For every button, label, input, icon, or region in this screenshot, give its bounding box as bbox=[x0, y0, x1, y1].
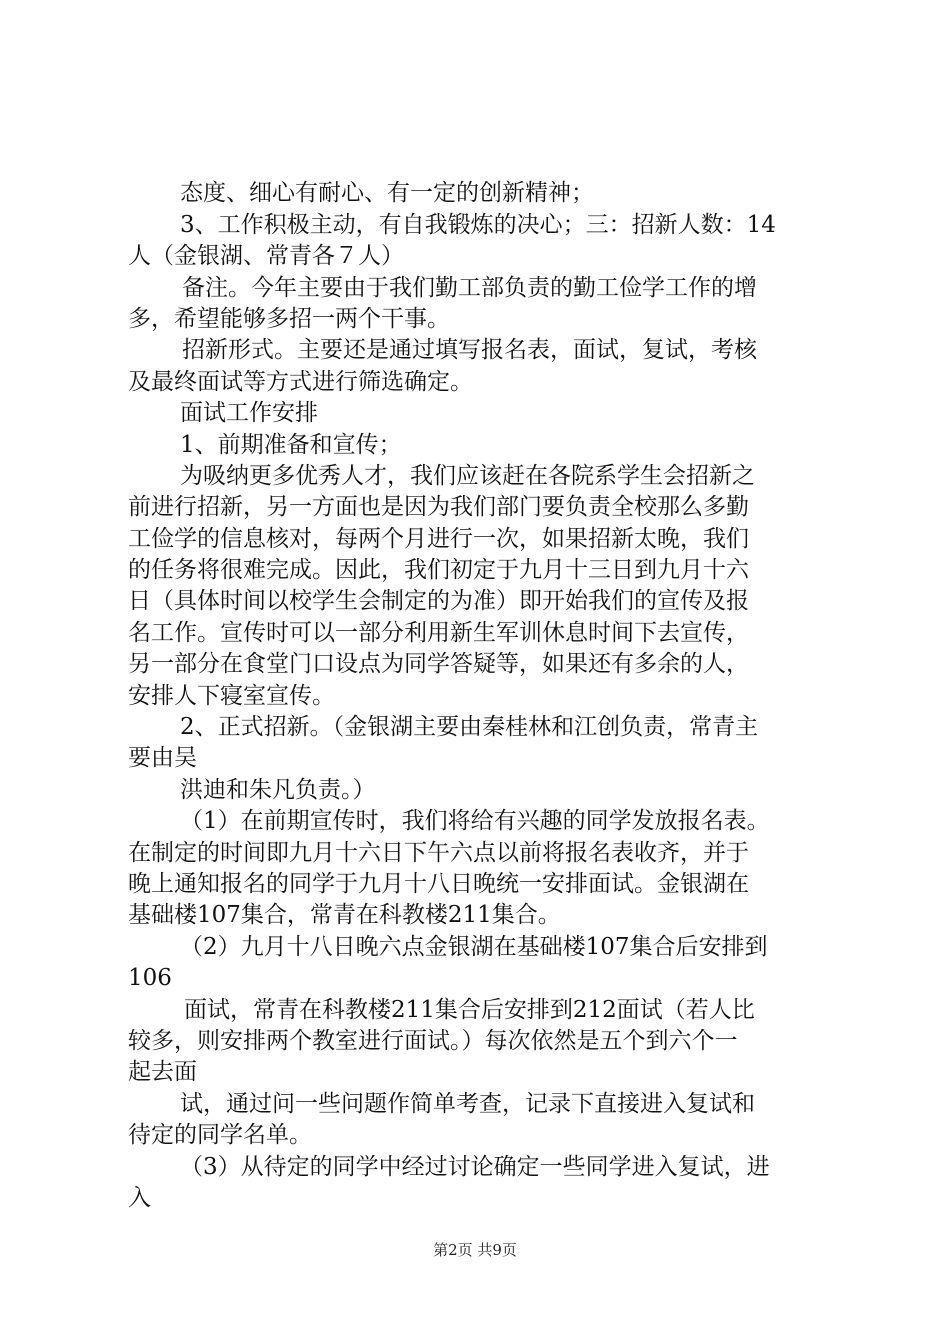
text-line: 较多，则安排两个教室进行面试。）每次依然是五个到六个一 bbox=[128, 1028, 738, 1054]
text-line: 2、正式招新。（金银湖主要由秦桂林和江创负责，常青主 bbox=[180, 714, 759, 740]
text-line: 的任务将很难完成。因此，我们初定于九月十三日到九月十六 bbox=[128, 557, 749, 583]
text-line: 入 bbox=[128, 1185, 151, 1211]
text-line: 要由吴 bbox=[128, 745, 197, 771]
text-line: （3）从待定的同学中经过讨论确定一些同学进入复试，进 bbox=[180, 1154, 770, 1180]
text-line: 多，希望能够多招一两个干事。 bbox=[128, 306, 450, 332]
text-line: 为吸纳更多优秀人才，我们应该赶在各院系学生会招新之 bbox=[180, 463, 755, 489]
text-line: 1、前期准备和宣传； bbox=[180, 432, 402, 458]
text-line: 工俭学的信息核对，每两个月进行一次，如果招新太晚，我们 bbox=[128, 526, 749, 552]
text-line: 名工作。宣传时可以一部分利用新生军训休息时间下去宣传， bbox=[128, 620, 749, 646]
text-line: 试，通过问一些问题作简单考查，记录下直接进入复试和 bbox=[180, 1091, 755, 1117]
text-line: 安排人下寝室宣传。 bbox=[128, 683, 335, 709]
text-line: 另一部分在食堂门口设点为同学答疑等，如果还有多余的人， bbox=[128, 651, 749, 677]
text-line: （2）九月十八日晚六点金银湖在基础楼107集合后安排到 bbox=[180, 934, 768, 960]
section-heading: 面试工作安排 bbox=[180, 400, 318, 426]
text-line: 及最终面试等方式进行筛选确定。 bbox=[128, 369, 473, 395]
text-line: （1）在前期宣传时，我们将给有兴趣的同学发放报名表。 bbox=[180, 808, 770, 834]
text-line: 基础楼107集合，常青在科教楼211集合。 bbox=[128, 902, 561, 928]
text-line: 人（金银湖、常青各７人） bbox=[128, 243, 404, 269]
text-line: 备注。今年主要由于我们勤工部负责的勤工俭学工作的增 bbox=[182, 275, 757, 301]
text-line: 待定的同学名单。 bbox=[128, 1122, 312, 1148]
text-line: 晚上通知报名的同学于九月十八日晚统一安排面试。金银湖在 bbox=[128, 871, 749, 897]
text-line: 3、工作积极主动，有自我锻炼的决心；三：招新人数：14 bbox=[180, 212, 776, 238]
text-line: 106 bbox=[128, 965, 172, 991]
page-number-footer: 第2页 共9页 bbox=[433, 1241, 517, 1259]
text-line: 洪迪和朱凡负责。） bbox=[180, 777, 376, 803]
text-line: 起去面 bbox=[128, 1059, 197, 1085]
text-line: 态度、细心有耐心、有一定的创新精神； bbox=[180, 180, 594, 206]
text-line: 在制定的时间即九月十六日下午六点以前将报名表收齐，并于 bbox=[128, 840, 749, 866]
text-line: 面试，常青在科教楼211集合后安排到212面试（若人比 bbox=[184, 997, 755, 1023]
text-line: 日（具体时间以校学生会制定的为准）即开始我们的宣传及报 bbox=[128, 588, 749, 614]
text-line: 前进行招新，另一方面也是因为我们部门要负责全校那么多勤 bbox=[128, 494, 749, 520]
text-line: 招新形式。主要还是通过填写报名表，面试，复试，考核 bbox=[182, 337, 757, 363]
